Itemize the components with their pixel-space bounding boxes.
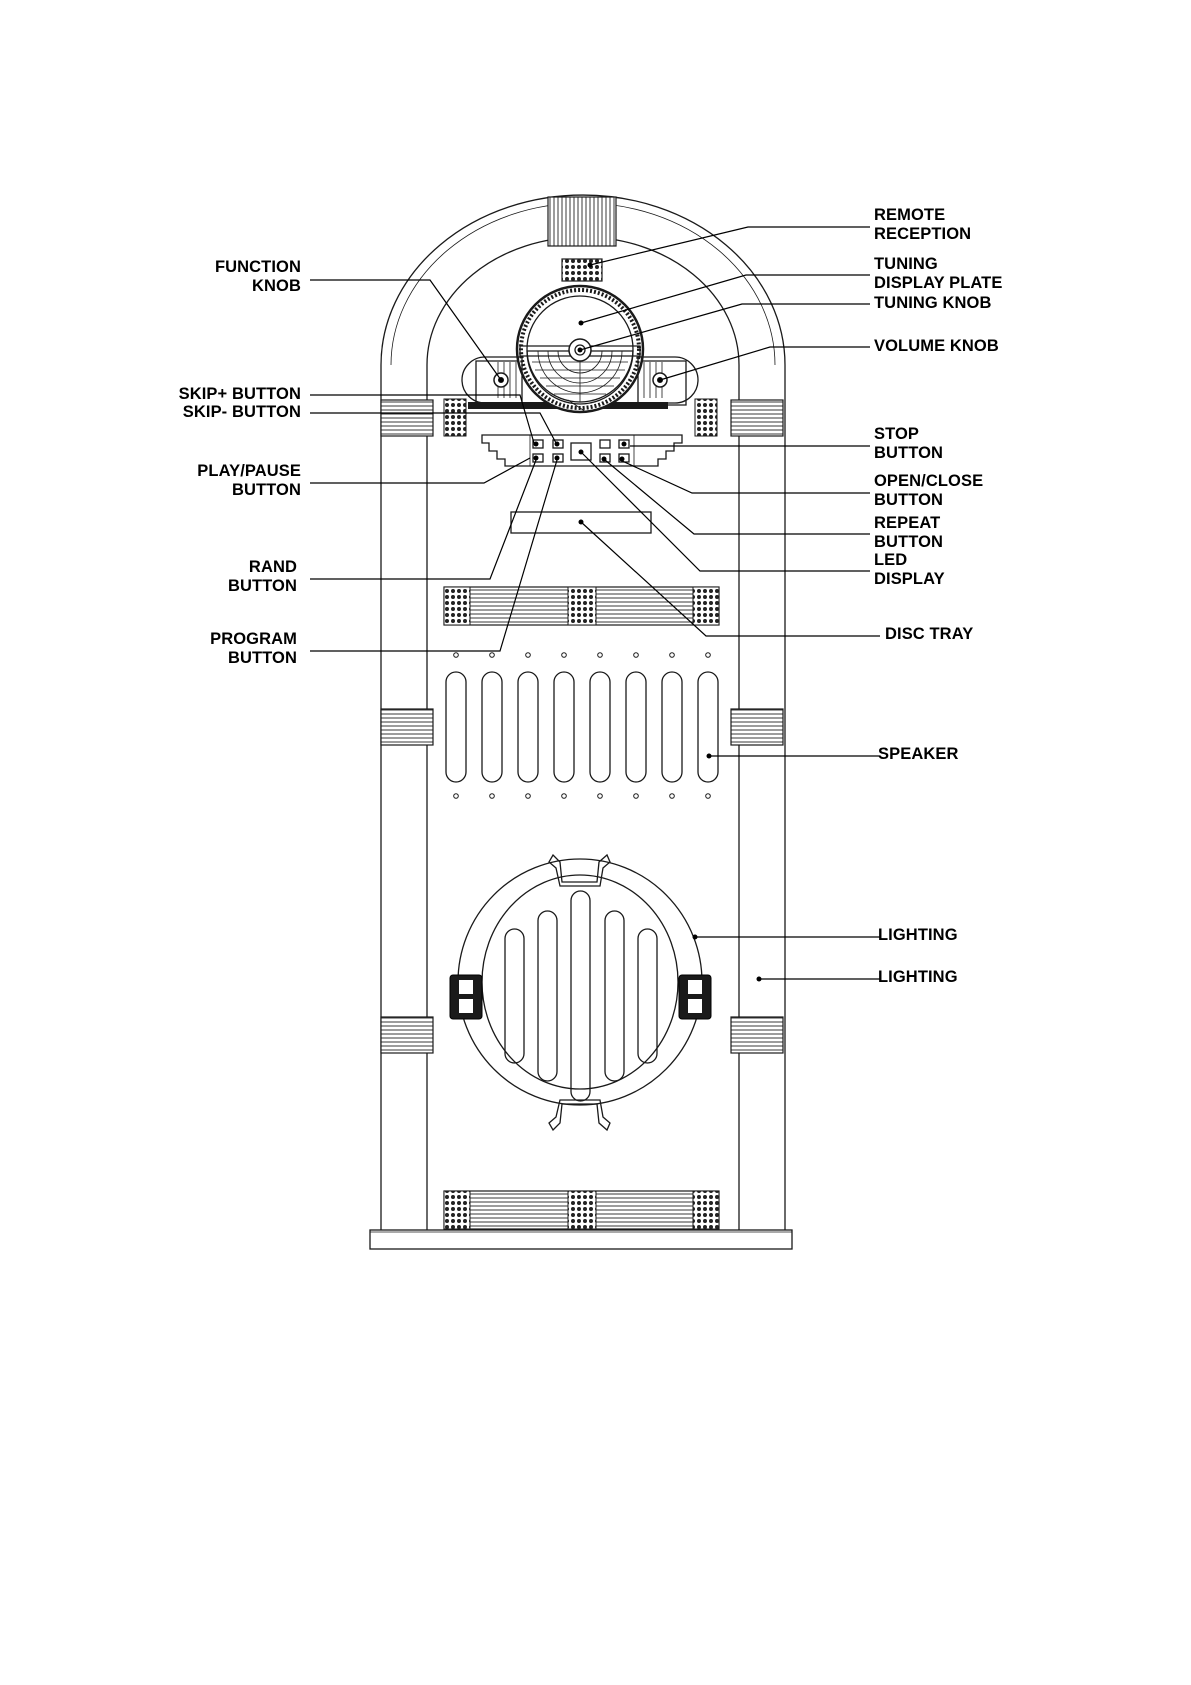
speaker-dot <box>562 794 567 799</box>
speaker-dot <box>706 794 711 799</box>
upper-grille-band <box>444 587 719 625</box>
label-remote-reception: REMOTE RECEPTION <box>874 206 972 243</box>
speaker-dot <box>526 653 531 658</box>
speaker-slot <box>662 672 682 782</box>
speaker-dot <box>562 653 567 658</box>
label-speaker: SPEAKER <box>878 745 959 763</box>
speaker-slot <box>482 672 502 782</box>
leader-rand <box>310 460 536 579</box>
round-grille <box>450 855 711 1130</box>
remote-reception-window <box>562 259 602 281</box>
speaker-slot <box>698 672 718 782</box>
speaker-dot <box>598 653 603 658</box>
label-play-pause-button: PLAY/PAUSE BUTTON <box>197 462 301 499</box>
label-skip-plus-button: SKIP+ BUTTON <box>178 385 301 403</box>
leader-function-knob <box>310 280 501 380</box>
leader-play-pause <box>310 458 530 483</box>
right-grille <box>695 399 717 436</box>
speaker-dot <box>706 653 711 658</box>
speaker-dot <box>670 794 675 799</box>
speaker-slot <box>590 672 610 782</box>
label-tuning-display-plate: TUNING DISPLAY PLATE <box>874 255 1003 292</box>
speaker-slot <box>554 672 574 782</box>
speaker-dot <box>526 794 531 799</box>
label-volume-knob: VOLUME KNOB <box>874 337 999 355</box>
speaker-dot <box>634 653 639 658</box>
label-lighting-side: LIGHTING <box>878 968 958 986</box>
speaker-dot <box>490 794 495 799</box>
label-led-display: LED DISPLAY <box>874 551 945 588</box>
label-repeat-button: REPEAT BUTTON <box>874 514 944 551</box>
side-brackets <box>381 400 783 1053</box>
leader-remote <box>590 227 870 265</box>
speaker-dot <box>634 794 639 799</box>
speaker-dot <box>598 794 603 799</box>
label-rand-button: RAND BUTTON <box>227 558 297 595</box>
label-disc-tray: DISC TRAY <box>885 625 974 643</box>
speaker-slot <box>518 672 538 782</box>
speaker-slots <box>446 653 718 799</box>
speaker-dot <box>454 653 459 658</box>
left-grille <box>444 399 466 436</box>
label-program-button: PROGRAM BUTTON <box>210 630 297 667</box>
label-lighting-ring: LIGHTING <box>878 926 958 944</box>
speaker-dot <box>490 653 495 658</box>
speaker-slot <box>446 672 466 782</box>
label-stop-button: STOP BUTTON <box>874 425 944 462</box>
speaker-slot <box>626 672 646 782</box>
label-tuning-knob: TUNING KNOB <box>874 294 992 312</box>
speaker-dot <box>670 653 675 658</box>
label-function-knob: FUNCTION KNOB <box>214 258 301 295</box>
lower-grille-band <box>444 1191 719 1229</box>
crown-cap <box>548 197 616 246</box>
label-skip-minus-button: SKIP- BUTTON <box>182 403 301 421</box>
speaker-dot <box>454 794 459 799</box>
label-open-close-button: OPEN/CLOSE BUTTON <box>874 472 984 509</box>
